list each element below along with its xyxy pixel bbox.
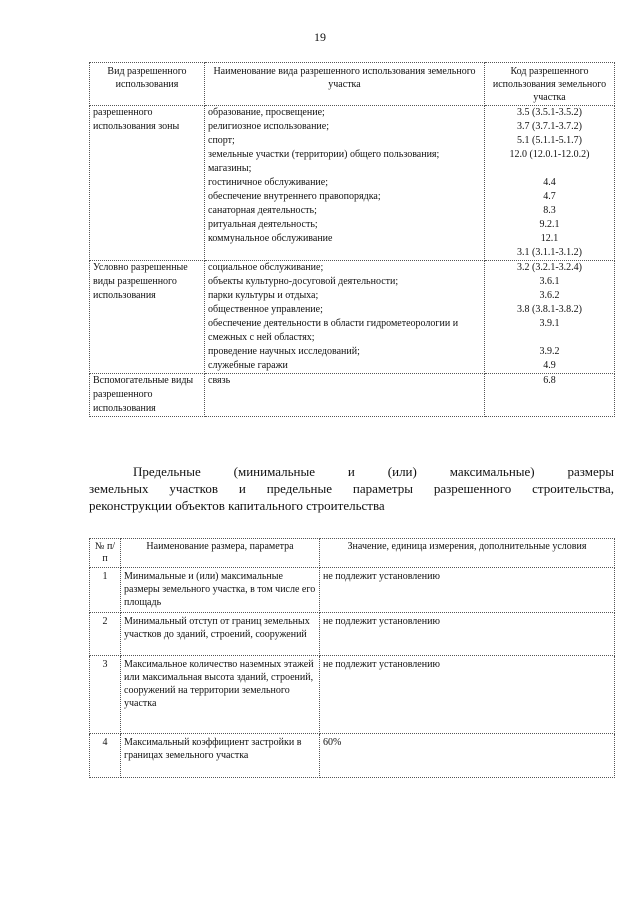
list-item: коммунальное обслуживание <box>208 233 333 244</box>
use-names <box>205 374 485 417</box>
list-item: социальное обслуживание; <box>208 262 324 273</box>
page-number: 19 <box>314 30 326 44</box>
list-item: спорт; <box>208 135 235 146</box>
row-number: 3 <box>90 656 121 734</box>
table-row <box>90 613 615 656</box>
code-item: 6.8 <box>543 375 556 386</box>
code-item: 3.2 (3.2.1-3.2.4) <box>517 262 582 273</box>
code-item: 12.0 (12.0.1-12.0.2) <box>509 149 590 160</box>
parameters-table <box>89 538 615 778</box>
use-names <box>205 106 485 261</box>
use-codes <box>485 261 615 374</box>
row-number: 1 <box>90 568 121 613</box>
code-item: 8.3 <box>543 205 556 216</box>
header-number: № п/п <box>90 539 121 568</box>
list-item: земельные участки (территории) общего пользования; <box>208 149 440 160</box>
use-type-auxiliary: Вспомогательные виды разрешенного использования <box>90 374 205 417</box>
code-spacer <box>488 162 611 176</box>
code-item: 3.9.2 <box>539 346 560 357</box>
use-codes <box>485 106 615 261</box>
row-parameter: Минимальные и (или) максимальные размеры земельного участка, в том числе его площадь <box>121 568 320 613</box>
section-heading <box>89 463 614 514</box>
section-heading-line: земельных участков и предельные параметры разрешенного строительства, <box>89 481 614 496</box>
list-item: санаторная деятельность; <box>208 205 317 216</box>
section-heading-line: реконструкции объектов капитального строительства <box>89 498 385 513</box>
list-item: магазины; <box>208 163 252 174</box>
list-item: парки культуры и отдыха; <box>208 290 319 301</box>
list-item: обеспечение внутреннего правопорядка; <box>208 191 381 202</box>
list-item: проведение научных исследований; <box>208 346 360 357</box>
row-value: не подлежит установлению <box>320 656 615 734</box>
row-parameter: Максимальный коэффициент застройки в границах земельного участка <box>121 734 320 778</box>
parameters-table-header <box>90 539 615 568</box>
permitted-use-table-header <box>90 63 615 106</box>
table-row <box>90 261 615 374</box>
row-parameter: Минимальный отступ от границ земельных участков до зданий, строений, сооружений <box>121 613 320 656</box>
section-heading-line: Предельные (минимальные и (или) максимальные) размеры <box>133 464 614 479</box>
permitted-use-table <box>89 62 615 417</box>
code-item: 3.6.1 <box>539 276 560 287</box>
table-row <box>90 568 615 613</box>
code-item: 5.1 (5.1.1-5.1.7) <box>517 135 582 146</box>
header-value: Значение, единица измерения, дополнительные условия <box>320 539 615 568</box>
list-item: образование, просвещение; <box>208 107 325 118</box>
header-parameter: Наименование размера, параметра <box>121 539 320 568</box>
list-item: религиозное использование; <box>208 121 329 132</box>
list-item: гостиничное обслуживание; <box>208 177 328 188</box>
row-value: не подлежит установлению <box>320 613 615 656</box>
header-use-name: Наименование вида разрешенного использования земельного участка <box>205 63 485 106</box>
code-item: 3.8 (3.8.1-3.8.2) <box>517 304 582 315</box>
row-number: 2 <box>90 613 121 656</box>
code-item: 3.1 (3.1.1-3.1.2) <box>517 247 582 258</box>
code-item: 3.9.1 <box>539 318 560 329</box>
row-value: не подлежит установлению <box>320 568 615 613</box>
list-item: служебные гаражи <box>208 360 288 371</box>
use-codes <box>485 374 615 417</box>
code-item: 4.7 <box>543 191 556 202</box>
code-item: 3.5 (3.5.1-3.5.2) <box>517 107 582 118</box>
row-value: 60% <box>320 734 615 778</box>
use-type-main: разрешенного использования зоны <box>90 106 205 261</box>
table-row <box>90 106 615 261</box>
code-item: 3.6.2 <box>539 290 560 301</box>
code-item: 12.1 <box>540 233 559 244</box>
list-item: ритуальная деятельность; <box>208 219 318 230</box>
table-row <box>90 734 615 778</box>
header-use-type: Вид разрешенного использования <box>90 63 205 106</box>
header-use-code: Код разрешенного использования земельного участка <box>485 63 615 106</box>
table-row <box>90 374 615 417</box>
table-row <box>90 656 615 734</box>
list-item: общественное управление; <box>208 304 323 315</box>
use-type-conditional: Условно разрешенные виды разрешенного использования <box>90 261 205 374</box>
code-item: 4.9 <box>543 360 556 371</box>
list-item: связь <box>208 375 231 386</box>
code-item: 3.7 (3.7.1-3.7.2) <box>517 121 582 132</box>
code-item: 9.2.1 <box>539 219 560 230</box>
use-names <box>205 261 485 374</box>
list-item: обеспечение деятельности в области гидрометеорологии и смежных с ней областях; <box>208 318 459 343</box>
code-item: 4.4 <box>543 177 556 188</box>
list-item: объекты культурно-досуговой деятельности; <box>208 276 399 287</box>
row-parameter: Максимальное количество наземных этажей или максимальная высота зданий, строений, сооружений на территории земельного участка <box>121 656 320 734</box>
row-number: 4 <box>90 734 121 778</box>
code-spacer <box>488 331 611 345</box>
